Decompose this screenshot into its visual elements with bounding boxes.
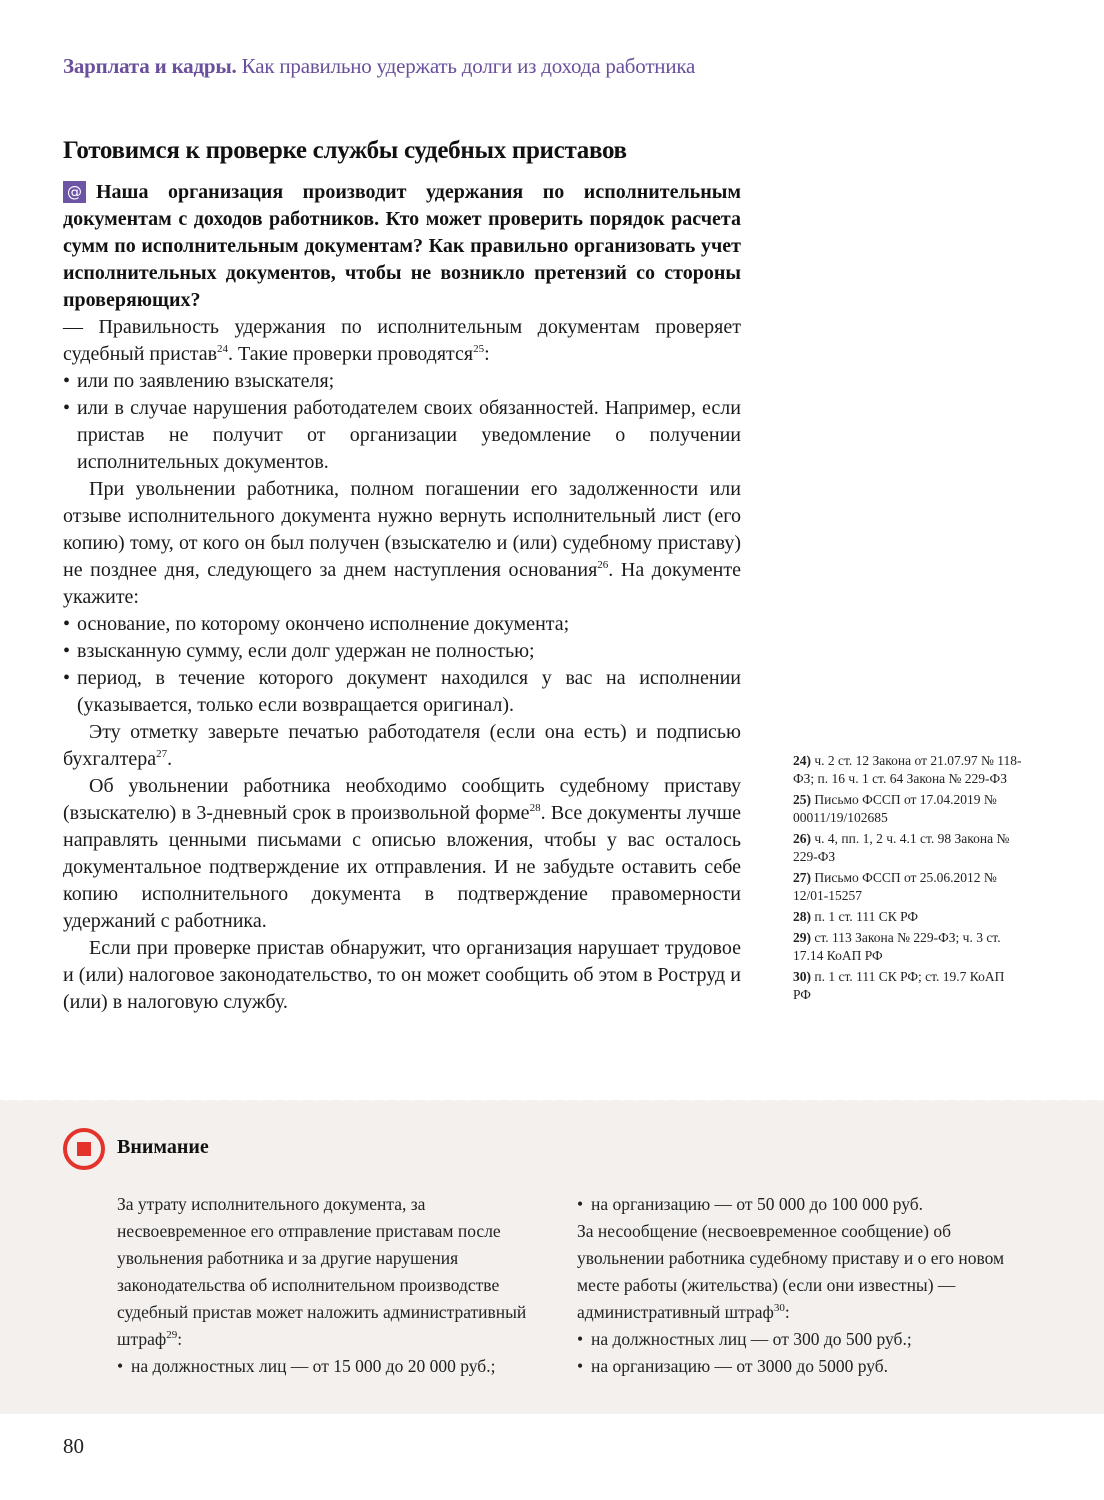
attention-text-2: За несообщение (несвоевременное сообщение) об увольнении работника судебному приставу и о его новом месте работы (жительства) (если они известны) — административный штраф$^{30}$: bbox=[577, 1221, 1005, 1322]
list-item: • или по заявлению взыскателя; bbox=[63, 368, 741, 395]
footnote-28: 28) п. 1 ст. 111 СК РФ bbox=[793, 909, 919, 924]
scalloped-edge bbox=[0, 1097, 1104, 1105]
page-number: 80 bbox=[63, 1434, 84, 1458]
list-item: • на должностных лиц — от 300 до 500 руб.; bbox=[577, 1326, 1017, 1353]
question-text: Наша организация производит удержания по исполнительным документам с доходов работников. Кто может проверить порядок расчета сумм по исполнительным документам? Как правильно организовать учет исполнительных документов, чтобы не возникло претензий со стороны проверяющих? bbox=[63, 181, 741, 311]
main-column bbox=[63, 137, 741, 1016]
footnote-27: 27) Письмо ФССП от 25.06.2012 № 12/01-15257 bbox=[793, 870, 997, 903]
list-item: • период, в течение которого документ находился у вас на исполнении (указывается, только если возвращается оригинал). bbox=[63, 665, 741, 719]
footnote-ref[interactable]: 24 bbox=[217, 343, 229, 355]
stop-circle-icon bbox=[63, 1128, 105, 1170]
section-name: Зарплата и кадры. bbox=[63, 54, 237, 78]
list-item: • на организацию — от 3000 до 5000 руб. bbox=[577, 1353, 1017, 1380]
fines-list-1-continued bbox=[577, 1191, 1017, 1218]
list-item: • на должностных лиц — от 15 000 до 20 000 руб.; bbox=[117, 1353, 557, 1380]
attention-right-column bbox=[577, 1191, 1017, 1380]
list-item: • основание, по которому окончено исполнение документа; bbox=[63, 611, 741, 638]
header-subtitle: Как правильно удержать долги из дохода работника bbox=[241, 54, 696, 78]
running-header bbox=[63, 54, 695, 79]
question bbox=[63, 179, 741, 314]
footnote-ref[interactable]: 25 bbox=[473, 343, 485, 355]
footnote-24: 24) ч. 2 ст. 12 Закона от 21.07.97 № 118-ФЗ; п. 16 ч. 1 ст. 64 Закона № 229-ФЗ bbox=[793, 753, 1022, 786]
paragraph-stamp: Эту отметку заверьте печатью работодателя (если она есть) и подписью бухгалтера$^{27}$. bbox=[63, 721, 741, 770]
paragraph-dismissal: Об увольнении работника необходимо сообщить судебному приставу (взыскателю) в 3-дневный срок в произвольной форме$^{28}$. Все документы лучше направлять ценными письмами с описью вложения, чтобы у вас осталось документальное подтверждение их отправления. И не забудьте оставить себе копию исполнительного документа в подтверждение правомерности удержаний с работника. bbox=[63, 775, 741, 932]
footnote-ref[interactable]: 28 bbox=[529, 802, 541, 814]
footnote-ref[interactable]: 27 bbox=[156, 748, 168, 760]
attention-text-1: За утрату исполнительного документа, за несвоевременное его отправление приставам после увольнения работника и за другие нарушения законодательства об исполнительном производстве судебный пристав может наложить административный штраф$^{29}$: bbox=[117, 1194, 527, 1349]
answer-body bbox=[63, 314, 741, 1016]
attention-box bbox=[0, 1100, 1104, 1414]
list-item: • или в случае нарушения работодателем своих обязанностей. Например, если пристав не получит от организации уведомление о получении исполнительных документов. bbox=[63, 395, 741, 476]
attention-title: Внимание bbox=[117, 1136, 209, 1158]
footnote-ref[interactable]: 26 bbox=[597, 559, 609, 571]
footnote-26: 26) ч. 4, пп. 1, 2 ч. 4.1 ст. 98 Закона № 229-ФЗ bbox=[793, 831, 1010, 864]
check-reasons-list bbox=[63, 368, 741, 476]
fines-list-1 bbox=[117, 1353, 557, 1380]
list-item: • на организацию — от 50 000 до 100 000 руб. bbox=[577, 1191, 1017, 1218]
footnote-30: 30) п. 1 ст. 111 СК РФ; ст. 19.7 КоАП РФ bbox=[793, 969, 1005, 1002]
paragraph-return: При увольнении работника, полном погашении его задолженности или отзыве исполнительного документа нужно вернуть исполнительный лист (его копию) тому, от кого он был получен (взыскателю и (или) судебному приставу) не позднее дня, следующего за днем наступления основания$^{26}$. На документе укажите: bbox=[63, 478, 741, 608]
page-title: Готовимся к проверке службы судебных приставов bbox=[63, 137, 627, 164]
answer-intro: — Правильность удержания по исполнительным документам проверяет судебный пристав$^{24}$. Такие проверки проводятся$^{25}$: bbox=[63, 316, 741, 365]
document-marks-list bbox=[63, 611, 741, 719]
paragraph-violation: Если при проверке пристав обнаружит, что организация нарушает трудовое и (или) налоговое законодательство, то он может сообщить об этом в Роструд и (или) в налоговую службу. bbox=[63, 937, 741, 1013]
footnotes-column bbox=[793, 752, 1023, 1007]
list-item: • взысканную сумму, если долг удержан не полностью; bbox=[63, 638, 741, 665]
footnote-ref[interactable]: 29 bbox=[166, 1329, 178, 1341]
footnote-29: 29) ст. 113 Закона № 229-ФЗ; ч. 3 ст. 17.14 КоАП РФ bbox=[793, 930, 1001, 963]
footnote-ref[interactable]: 30 bbox=[773, 1302, 785, 1314]
fines-list-2 bbox=[577, 1326, 1017, 1380]
at-sign-icon: @ bbox=[63, 181, 86, 203]
attention-left-column bbox=[117, 1191, 557, 1380]
footnote-25: 25) Письмо ФССП от 17.04.2019 № 00011/19/102685 bbox=[793, 792, 997, 825]
